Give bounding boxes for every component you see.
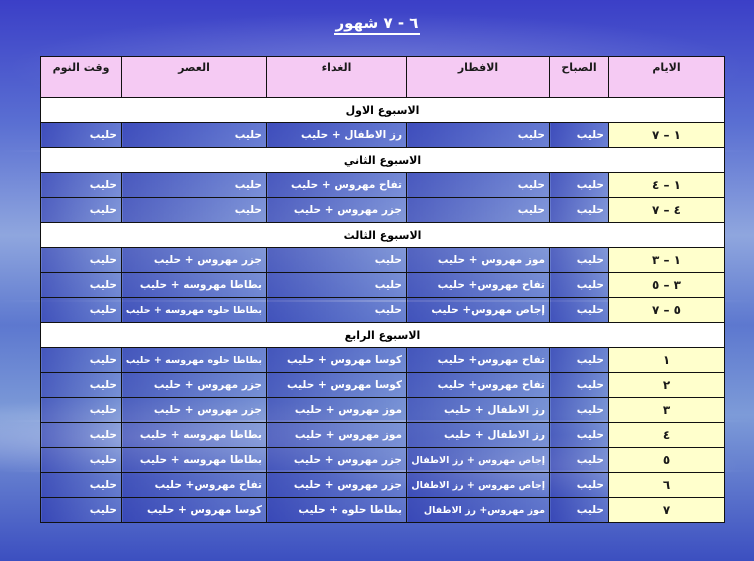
cell-morning: حليب: [550, 423, 609, 448]
table-row: [41, 398, 725, 423]
cell-morning: حليب: [550, 373, 609, 398]
cell-afternoon: بطاطا مهروسه + حليب: [122, 448, 267, 473]
cell-breakfast: تفاح مهروس+ حليب: [407, 273, 550, 298]
table-row: [41, 198, 725, 223]
cell-bedtime: حليب: [41, 173, 122, 198]
table-row: [41, 373, 725, 398]
cell-day: ١ – ٣: [609, 248, 725, 273]
week-header-row: [41, 98, 725, 123]
cell-breakfast: إجاص مهروس+ حليب: [407, 298, 550, 323]
cell-morning: حليب: [550, 173, 609, 198]
cell-bedtime: حليب: [41, 348, 122, 373]
cell-morning: حليب: [550, 198, 609, 223]
cell-day: ٣ – ٥: [609, 273, 725, 298]
cell-bedtime: حليب: [41, 123, 122, 148]
cell-bedtime: حليب: [41, 398, 122, 423]
cell-afternoon: تفاح مهروس+ حليب: [122, 473, 267, 498]
cell-breakfast: حليب: [407, 198, 550, 223]
cell-breakfast: حليب: [407, 173, 550, 198]
page-title: [0, 14, 754, 32]
cell-day: ١: [609, 348, 725, 373]
header-morning: الصباح: [550, 57, 609, 98]
cell-morning: حليب: [550, 348, 609, 373]
cell-lunch: جزر مهروس + حليب: [267, 473, 407, 498]
header-bedtime: وقت النوم: [41, 57, 122, 98]
cell-morning: حليب: [550, 398, 609, 423]
table-row: [41, 298, 725, 323]
cell-afternoon: حليب: [122, 123, 267, 148]
header-days: الايام: [609, 57, 725, 98]
cell-morning: حليب: [550, 498, 609, 523]
week-label: الاسبوع الرابع: [41, 323, 725, 348]
week-header-row: [41, 223, 725, 248]
table-row: [41, 173, 725, 198]
cell-lunch: بطاطا حلوه + حليب: [267, 498, 407, 523]
cell-bedtime: حليب: [41, 298, 122, 323]
cell-bedtime: حليب: [41, 198, 122, 223]
table-row: [41, 123, 725, 148]
cell-morning: حليب: [550, 473, 609, 498]
cell-bedtime: حليب: [41, 423, 122, 448]
table-row: [41, 448, 725, 473]
cell-breakfast: موز مهروس+ رز الاطفال: [407, 498, 550, 523]
cell-morning: حليب: [550, 273, 609, 298]
cell-lunch: رز الاطفال + حليب: [267, 123, 407, 148]
cell-afternoon: حليب: [122, 173, 267, 198]
cell-day: ٦: [609, 473, 725, 498]
cell-afternoon: بطاطا مهروسه + حليب: [122, 423, 267, 448]
cell-lunch: كوسا مهروس + حليب: [267, 373, 407, 398]
cell-afternoon: جزر مهروس + حليب: [122, 248, 267, 273]
week-label: الاسبوع الاول: [41, 98, 725, 123]
cell-day: ١ – ٧: [609, 123, 725, 148]
feeding-schedule-table: [40, 56, 725, 523]
week-header-row: [41, 148, 725, 173]
cell-breakfast: حليب: [407, 123, 550, 148]
table-row: [41, 423, 725, 448]
cell-day: ٧: [609, 498, 725, 523]
table-row: [41, 248, 725, 273]
page-title-text: ٦ - ٧ شهور: [334, 14, 421, 35]
table-row: [41, 498, 725, 523]
cell-breakfast: تفاح مهروس+ حليب: [407, 348, 550, 373]
cell-bedtime: حليب: [41, 448, 122, 473]
cell-day: ١ – ٤: [609, 173, 725, 198]
cell-bedtime: حليب: [41, 498, 122, 523]
cell-morning: حليب: [550, 298, 609, 323]
cell-breakfast: موز مهروس + حليب: [407, 248, 550, 273]
cell-afternoon: حليب: [122, 198, 267, 223]
week-label: الاسبوع الثالث: [41, 223, 725, 248]
cell-afternoon: بطاطا حلوه مهروسه + حليب: [122, 298, 267, 323]
header-afternoon: العصر: [122, 57, 267, 98]
cell-lunch: موز مهروس + حليب: [267, 423, 407, 448]
cell-lunch: جزر مهروس + حليب: [267, 448, 407, 473]
cell-breakfast: إجاص مهروس + رز الاطفال: [407, 448, 550, 473]
cell-afternoon: بطاطا حلوه مهروسه + حليب: [122, 348, 267, 373]
week-header-row: [41, 323, 725, 348]
table-row: [41, 348, 725, 373]
cell-lunch: موز مهروس + حليب: [267, 398, 407, 423]
cell-afternoon: جزر مهروس + حليب: [122, 373, 267, 398]
cell-day: ٤ – ٧: [609, 198, 725, 223]
week-label: الاسبوع الثاني: [41, 148, 725, 173]
cell-day: ٥ – ٧: [609, 298, 725, 323]
cell-day: ٥: [609, 448, 725, 473]
cell-morning: حليب: [550, 248, 609, 273]
cell-breakfast: رز الاطفال + حليب: [407, 423, 550, 448]
table-row: [41, 473, 725, 498]
cell-morning: حليب: [550, 123, 609, 148]
cell-breakfast: تفاح مهروس+ حليب: [407, 373, 550, 398]
cell-breakfast: رز الاطفال + حليب: [407, 398, 550, 423]
cell-bedtime: حليب: [41, 248, 122, 273]
cell-bedtime: حليب: [41, 273, 122, 298]
cell-day: ٢: [609, 373, 725, 398]
cell-afternoon: كوسا مهروس + حليب: [122, 498, 267, 523]
header-breakfast: الافطار: [407, 57, 550, 98]
cell-bedtime: حليب: [41, 473, 122, 498]
cell-day: ٤: [609, 423, 725, 448]
table-row: [41, 273, 725, 298]
cell-lunch: تفاح مهروس + حليب: [267, 173, 407, 198]
header-lunch: الغداء: [267, 57, 407, 98]
table-header-row: [41, 57, 725, 98]
cell-day: ٣: [609, 398, 725, 423]
cell-lunch: حليب: [267, 273, 407, 298]
cell-bedtime: حليب: [41, 373, 122, 398]
cell-lunch: حليب: [267, 248, 407, 273]
cell-lunch: جزر مهروس + حليب: [267, 198, 407, 223]
cell-breakfast: إجاص مهروس + رز الاطفال: [407, 473, 550, 498]
cell-afternoon: بطاطا مهروسه + حليب: [122, 273, 267, 298]
cell-morning: حليب: [550, 448, 609, 473]
cell-lunch: كوسا مهروس + حليب: [267, 348, 407, 373]
cell-lunch: حليب: [267, 298, 407, 323]
cell-afternoon: جزر مهروس + حليب: [122, 398, 267, 423]
